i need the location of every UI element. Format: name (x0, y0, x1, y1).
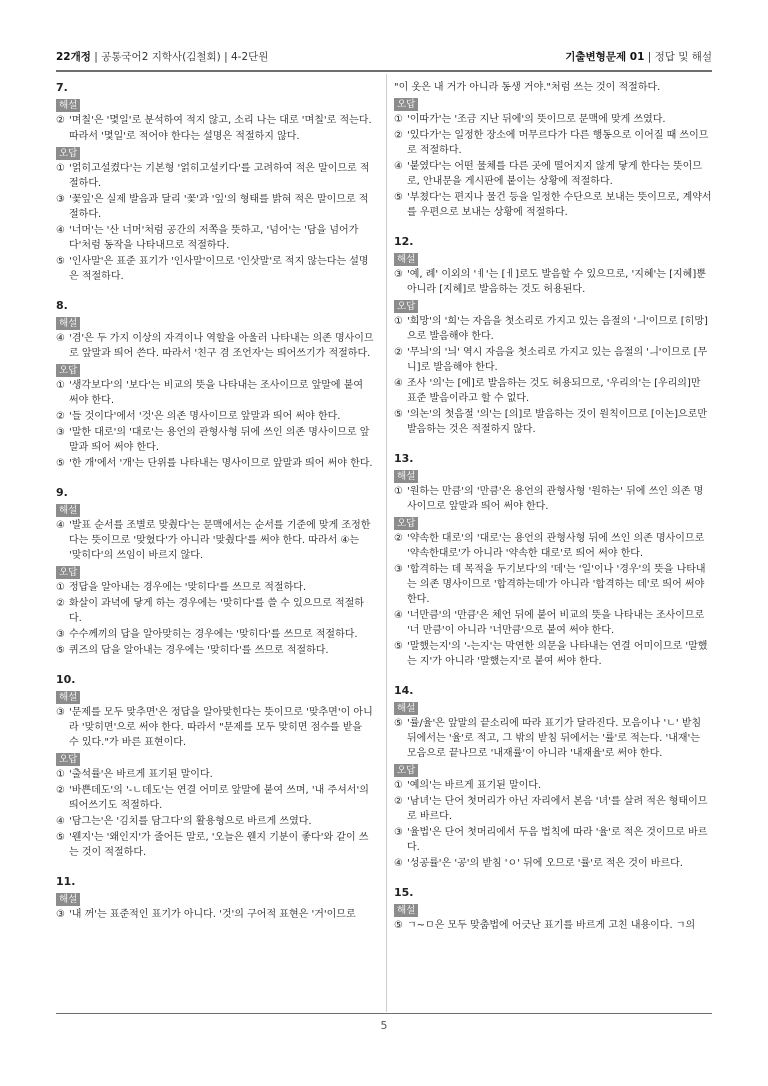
question-number: 9. (56, 486, 68, 499)
question-block (56, 672, 374, 860)
answer-item (394, 825, 712, 855)
answer-item (394, 407, 712, 437)
answer-item (56, 783, 374, 813)
item-number: ① (394, 114, 403, 125)
item-number: ④ (56, 333, 65, 344)
answer-item (56, 705, 374, 750)
item-text: '바쁜데도'의 '-ㄴ데도'는 연결 어미로 앞말에 붙여 쓰며, '내 주셔서'의 띄어쓰기도 적절하다. (69, 785, 369, 811)
right-questions (394, 234, 712, 933)
answer-item (394, 376, 712, 406)
item-text: '성공률'은 '공'의 받침 'ㅇ' 뒤에 오므로 '률'로 적은 것이 바르다. (407, 858, 683, 869)
item-text: '남녀'는 단어 첫머리가 아닌 자리에서 본음 '녀'를 살려 적은 형태이므로 바르다. (407, 796, 708, 822)
answer-item (394, 608, 712, 638)
item-text: '예, 례' 이외의 'ㅖ'는 [ㅔ]로도 발음할 수 있으므로, '지혜'는 [지혜]뿐 아니라 [지헤]로 발음하는 것도 허용된다. (407, 269, 706, 295)
item-text: '예의'는 바르게 표기된 말이다. (407, 780, 542, 791)
section-tag: 해설 (56, 504, 80, 517)
item-number: ④ (56, 520, 65, 531)
answer-item (56, 814, 374, 829)
item-number: ③ (394, 827, 403, 838)
item-number: ③ (56, 629, 65, 640)
answer-item (56, 192, 374, 222)
answer-item (56, 830, 374, 860)
item-text: 정답을 알아내는 경우에는 '맞히다'를 쓰므로 적절하다. (69, 582, 307, 593)
item-number: ④ (56, 816, 65, 827)
answer-item (394, 314, 712, 344)
item-number: ⑤ (394, 641, 403, 652)
answer-item (56, 425, 374, 455)
answer-item (394, 918, 712, 933)
question-block (56, 298, 374, 471)
question-number: 15. (394, 886, 414, 899)
answer-item (56, 518, 374, 563)
item-text: '말한 대로'의 '대로'는 용언의 관형사형 뒤에 쓰인 의존 명사이므로 앞말과 띄어 써야 한다. (69, 427, 370, 453)
column-divider (386, 74, 387, 1012)
question-block (56, 485, 374, 658)
item-number: ⑤ (56, 645, 65, 656)
answer-item (394, 531, 712, 561)
item-number: ② (56, 115, 65, 126)
item-text: 수수께끼의 답을 알아맞히는 경우에는 '맞히다'를 쓰므로 적절하다. (69, 629, 358, 640)
item-text: '말했는지'의 '-는지'는 막연한 의문을 나타내는 연결 어미이므로 '말했는 지'가 아니라 '말했는지'로 붙여 써야 한다. (407, 641, 708, 667)
answer-item (394, 639, 712, 669)
section-tag: 해설 (394, 702, 418, 715)
item-text: '붙였다'는 어떤 물체를 다른 곳에 떨어지지 않게 닿게 한다는 뜻이므로, 안내문을 게시판에 붙이는 상황에 적절하다. (407, 161, 702, 187)
item-text: '율법'은 단어 첫머리에서 두음 법칙에 따라 '율'로 적은 것이므로 바르다. (407, 827, 708, 853)
answer-item (56, 907, 374, 922)
item-text: 화살이 과녁에 닿게 하는 경우에는 '맞히다'를 쓸 수 있으므로 적절하다. (69, 598, 364, 624)
continued-text: "이 옷은 내 거가 아니라 동생 거야."처럼 쓰는 것이 적절하다. (394, 82, 661, 93)
item-text: 퀴즈의 답을 알아내는 경우에는 '맞히다'를 쓰므로 적절하다. (69, 645, 329, 656)
section-tag: 해설 (394, 904, 418, 917)
question-number: 10. (56, 673, 76, 686)
section-tag: 해설 (56, 691, 80, 704)
item-text: '얽히고설켰다'는 기본형 '얽히고설키다'를 고려하여 적은 말이므로 적절하다. (69, 163, 370, 189)
question-block (56, 80, 374, 284)
header-rule (56, 70, 712, 72)
question-block (56, 874, 374, 922)
item-number: ⑤ (394, 920, 403, 931)
item-number: ② (394, 347, 403, 358)
answer-item (394, 345, 712, 375)
item-number: ⑤ (394, 718, 403, 729)
item-number: ② (56, 598, 65, 609)
item-number: ② (56, 411, 65, 422)
item-text: '생각보다'의 '보다'는 비교의 뜻을 나타내는 조사이므로 앞말에 붙여 써야 한다. (69, 380, 364, 406)
item-number: ① (56, 582, 65, 593)
item-number: ① (394, 780, 403, 791)
question-number: 12. (394, 235, 414, 248)
question-block (394, 683, 712, 871)
item-number: ③ (56, 909, 65, 920)
item-text: '며칠'은 '몇일'로 분석하여 적지 않고, 소리 나는 대로 '며칠'로 적는다. (69, 115, 372, 126)
answer-item (56, 627, 374, 642)
answer-item (394, 128, 712, 158)
answer-item (56, 456, 374, 471)
item-number: ④ (394, 858, 403, 869)
answer-item (56, 580, 374, 595)
continued-block (394, 96, 712, 220)
answer-item (394, 484, 712, 514)
item-text: '이따가'는 '조금 지난 뒤에'의 뜻이므로 문맥에 맞게 쓰였다. (407, 114, 666, 125)
answer-item (56, 378, 374, 408)
item-number: ③ (56, 707, 65, 718)
item-text: '웬지'는 '왜인지'가 줄어든 말로, '오늘은 웬지 기분이 좋다'와 같이 쓰는 것이 적절하다. (69, 832, 369, 858)
item-number: ④ (394, 161, 403, 172)
question-block (394, 234, 712, 437)
item-number: ② (394, 533, 403, 544)
section-tag: 오답 (56, 753, 80, 766)
item-number: ⑤ (394, 192, 403, 203)
question-number: 14. (394, 684, 414, 697)
item-text: '률/율'은 앞말의 끝소리에 따라 표기가 달라진다. 모음이나 'ㄴ' 받침 뒤에서는 '율'로 적고, 그 밖의 받침 뒤에서는 '률'로 적는다. '내재'는 모음으로 끝나므로 '내재률'이 아니라 '내재율'로 써야 한다. (407, 718, 702, 759)
item-text: '내 꺼'는 표준적인 표기가 아니다. '것'의 구어적 표현은 '거'이므로 (69, 909, 356, 920)
item-text: '너머'는 '산 너머'처럼 공간의 저쪽을 뜻하고, '넘어'는 '담을 넘어가다'처럼 동작을 나타내므로 적절하다. (69, 225, 359, 251)
item-number: ④ (394, 610, 403, 621)
item-text: '있다가'는 일정한 장소에 머무르다가 다른 행동으로 이어질 때 쓰이므로 적절하다. (407, 130, 709, 156)
question-number: 7. (56, 81, 68, 94)
item-number: ③ (56, 427, 65, 438)
answer-item (394, 794, 712, 824)
answer-item (394, 267, 712, 297)
answer-item (394, 778, 712, 793)
answer-item (56, 643, 374, 658)
answer-item (394, 716, 712, 761)
item-number: ⑤ (56, 832, 65, 843)
answer-item (56, 767, 374, 782)
item-number: ② (56, 785, 65, 796)
item-number: ④ (56, 225, 65, 236)
section-tag: 오답 (394, 98, 418, 111)
continued-text: 따라서 '몇일'로 적어야 한다는 설명은 적절하지 않다. (69, 131, 300, 142)
item-text: '꽃잎'은 실제 발음과 달리 '꽃'과 '잎'의 형태를 밝혀 적은 말이므로 적절하다. (69, 194, 369, 220)
item-text: '원하는 만큼'의 '만큼'은 용언의 관형사형 '원하는' 뒤에 쓰인 의존 명사이므로 앞말과 띄어 써야 한다. (407, 486, 704, 512)
page-number: 5 (380, 1019, 388, 1032)
header-right: 기출변형문제 01 | 정답 및 해설 (565, 51, 712, 63)
item-text: '인사말'은 표준 표기가 '인사말'이므로 '인삿말'로 적지 않는다는 설명은 적절하다. (69, 256, 369, 282)
answer-item (56, 161, 374, 191)
item-number: ② (394, 796, 403, 807)
answer-item (394, 112, 712, 127)
section-tag: 오답 (56, 566, 80, 579)
item-number: ⑤ (56, 256, 65, 267)
left-column (56, 80, 374, 936)
item-number: ② (394, 130, 403, 141)
answer-item (394, 562, 712, 607)
item-number: ⑤ (56, 458, 65, 469)
question-number: 8. (56, 299, 68, 312)
item-text: '의논'의 첫음절 '의'는 [의]로 발음하는 것이 원칙이므로 [이논]으로만 발음하는 것은 적절하지 않다. (407, 409, 708, 435)
item-text: '문제를 모두 맞추면'은 정답을 알아맞힌다는 뜻이므로 '맞추면'이 아니라 '맞히면'으로 써야 한다. 따라서 "문제를 모두 맞히면 점수를 받을 수 있다."가 바른 표현이다. (69, 707, 373, 748)
item-number: ③ (394, 269, 403, 280)
question-block (394, 451, 712, 669)
right-column (394, 80, 712, 947)
item-number: ① (394, 486, 403, 497)
item-text: '합격하는 데 목적을 두기보다'의 '데'는 '일'이나 '경우'의 뜻을 나타내는 의존 명사이므로 '합격하는데'가 아니라 '합격하는 데'로 띄어 써야 한다. (407, 564, 706, 605)
section-tag: 해설 (394, 470, 418, 483)
section-tag: 오답 (394, 517, 418, 530)
item-number: ⑤ (394, 409, 403, 420)
item-text: '무늬'의 '늬' 역시 자음을 첫소리로 가지고 있는 음절의 'ㅢ'이므로 [무니]로 발음해야 한다. (407, 347, 708, 373)
question-block (394, 885, 712, 933)
section-tag: 해설 (394, 253, 418, 266)
item-text: '들 것이다'에서 '것'은 의존 명사이므로 앞말과 띄어 써야 한다. (69, 411, 341, 422)
item-text: '출석률'은 바르게 표기된 말이다. (69, 769, 213, 780)
item-text: '희망'의 '희'는 자음을 첫소리로 가지고 있는 음절의 'ㅢ'이므로 [히망]으로 발음해야 한다. (407, 316, 708, 342)
item-text: '겸'은 두 가지 이상의 자격이나 역할을 아울러 나타내는 의존 명사이므로 앞말과 띄어 쓴다. 따라서 '친구 겸 조언자'는 띄어쓰기가 적절하다. (69, 333, 374, 359)
item-number: ① (56, 769, 65, 780)
question-number: 13. (394, 452, 414, 465)
item-text: '너만큼'의 '만큼'은 체언 뒤에 붙어 비교의 뜻을 나타내는 조사이므로 '너 만큼'이 아니라 '너만큼'으로 붙여 써야 한다. (407, 610, 705, 636)
section-tag: 해설 (56, 317, 80, 330)
section-tag: 오답 (56, 147, 80, 160)
item-text: '한 개'에서 '개'는 단위를 나타내는 명사이므로 앞말과 띄어 써야 한다. (69, 458, 373, 469)
item-number: ③ (394, 564, 403, 575)
section-tag: 해설 (56, 893, 80, 906)
answer-item (56, 223, 374, 253)
answer-item (56, 596, 374, 626)
answer-item (56, 254, 374, 284)
answer-item (394, 159, 712, 189)
item-text: ㄱ~ㅁ은 모두 맞춤법에 어긋난 표기를 바르게 고친 내용이다. ㄱ의 (407, 920, 696, 931)
footer-rule (56, 1013, 712, 1014)
section-tag: 오답 (56, 364, 80, 377)
answer-item (56, 409, 374, 424)
item-text: '담그는'은 '김치를 담그다'의 활용형으로 바르게 쓰였다. (69, 816, 312, 827)
item-number: ① (56, 380, 65, 391)
answer-item (394, 856, 712, 871)
item-number: ① (394, 316, 403, 327)
header-left: 22개정 | 공통국어2 지학사(김철회) | 4-2단원 (56, 51, 269, 63)
item-number: ① (56, 163, 65, 174)
question-number: 11. (56, 875, 76, 888)
answer-item (56, 113, 374, 128)
item-number: ④ (394, 378, 403, 389)
item-text: '부쳤다'는 편지나 물건 등을 일정한 수단으로 보내는 뜻이므로, 계약서를 우편으로 보내는 상황에 적절하다. (407, 192, 712, 218)
item-number: ③ (56, 194, 65, 205)
item-text: '약속한 대로'의 '대로'는 용언의 관형사형 뒤에 쓰인 의존 명사이므로 '약속한대로'가 아니라 '약속한 대로'로 띄어 써야 한다. (407, 533, 705, 559)
section-tag: 오답 (394, 764, 418, 777)
section-tag: 해설 (56, 99, 80, 112)
answer-item (56, 331, 374, 361)
item-text: '발표 순서를 조별로 맞췄다'는 문맥에서는 순서를 기준에 맞게 조정한다는 뜻이므로 '맞혔다'가 아니라 '맞췄다'를 써야 한다. 따라서 ④는 '맞히다'의 쓰임이 바르지 않다. (69, 520, 371, 561)
answer-item (394, 190, 712, 220)
section-tag: 오답 (394, 300, 418, 313)
page-header (56, 49, 712, 69)
item-text: 조사 '의'는 [에]로 발음하는 것도 허용되므로, '우리의'는 [우리의]만 표준 발음이라고 할 수 없다. (407, 378, 701, 404)
